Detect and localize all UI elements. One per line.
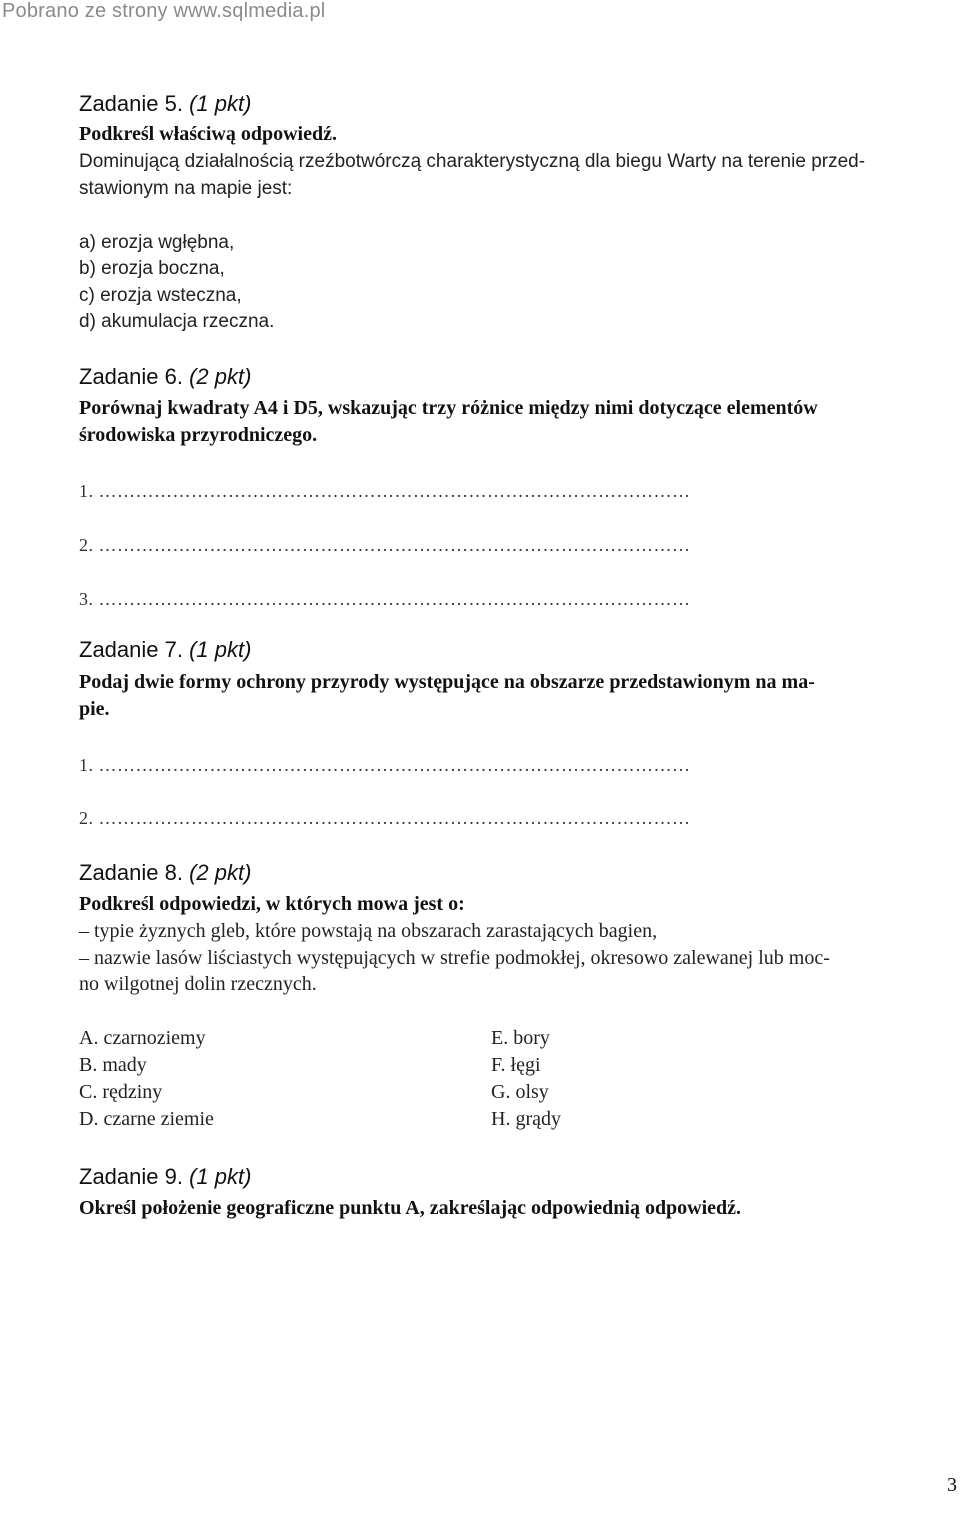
task-6-title: Zadanie 6.	[79, 364, 183, 389]
task-7-answer-1[interactable]: 1. ……………………………………………………………………………………	[79, 755, 691, 775]
task-8-line-1: – typie żyznych gleb, które powstają na obszarach zarastających bagien,	[79, 920, 658, 942]
task-8-points: (2 pkt)	[189, 860, 252, 885]
task-5-question-line-2: stawionym na mapie jest:	[79, 178, 293, 199]
watermark-text: Pobrano ze strony www.sqlmedia.pl	[2, 0, 326, 22]
task-8-option-h[interactable]: H. grądy	[491, 1108, 561, 1130]
task-8-line-3: no wilgotnej dolin rzecznych.	[79, 973, 317, 995]
task-6-instruction-line-1: Porównaj kwadraty A4 i D5, wskazując trzy różnice między nimi dotyczące elementów	[79, 397, 818, 419]
task-8-instruction: Podkreśl odpowiedzi, w których mowa jest o:	[79, 893, 465, 915]
task-5-option-c[interactable]: c) erozja wsteczna,	[79, 285, 242, 306]
task-7-instruction-line-2: pie.	[79, 698, 110, 720]
task-8-option-g[interactable]: G. olsy	[491, 1081, 549, 1103]
task-8-option-f[interactable]: F. łęgi	[491, 1054, 541, 1076]
task-7-points: (1 pkt)	[189, 637, 252, 662]
task-7-instruction-line-1: Podaj dwie formy ochrony przyrody występujące na obszarze przedstawionym na ma-	[79, 671, 815, 693]
task-8-option-a[interactable]: A. czarnoziemy	[79, 1027, 206, 1049]
task-8-title: Zadanie 8.	[79, 860, 183, 885]
task-5-title: Zadanie 5.	[79, 91, 183, 116]
task-7-heading	[79, 637, 251, 663]
task-8-line-2: – nazwie lasów liściastych występujących w strefie podmokłej, okresowo zalewanej lub moc-	[79, 947, 830, 969]
task-5-option-a[interactable]: a) erozja wgłębna,	[79, 232, 235, 253]
task-5-option-b[interactable]: b) erozja boczna,	[79, 258, 225, 279]
task-9-points: (1 pkt)	[189, 1164, 252, 1189]
task-5-option-d[interactable]: d) akumulacja rzeczna.	[79, 311, 275, 332]
task-9-instruction: Określ położenie geograficzne punktu A, zakreślając odpowiednią odpowiedź.	[79, 1197, 742, 1219]
task-8-option-d[interactable]: D. czarne ziemie	[79, 1108, 214, 1130]
task-6-answer-2[interactable]: 2. ……………………………………………………………………………………	[79, 535, 691, 555]
task-8-option-b[interactable]: B. mady	[79, 1054, 147, 1076]
task-9-title: Zadanie 9.	[79, 1164, 183, 1189]
task-8-option-e[interactable]: E. bory	[491, 1027, 550, 1049]
task-5-heading	[79, 91, 251, 117]
task-9-heading	[79, 1164, 251, 1190]
task-7-answer-2[interactable]: 2. ……………………………………………………………………………………	[79, 808, 691, 828]
task-6-heading	[79, 364, 251, 390]
page-number: 3	[947, 1474, 957, 1496]
task-6-points: (2 pkt)	[189, 364, 252, 389]
task-8-option-c[interactable]: C. rędziny	[79, 1081, 163, 1103]
task-8-heading	[79, 860, 251, 886]
task-5-question-line-1: Dominującą działalnością rzeźbotwórczą charakterystyczną dla biegu Warty na terenie przed-	[79, 151, 866, 172]
task-5-points: (1 pkt)	[189, 91, 252, 116]
task-7-title: Zadanie 7.	[79, 637, 183, 662]
task-5-instruction: Podkreśl właściwą odpowiedź.	[79, 123, 337, 145]
task-6-instruction-line-2: środowiska przyrodniczego.	[79, 424, 318, 446]
task-6-answer-1[interactable]: 1. ……………………………………………………………………………………	[79, 481, 691, 501]
task-6-answer-3[interactable]: 3. ……………………………………………………………………………………	[79, 589, 691, 609]
